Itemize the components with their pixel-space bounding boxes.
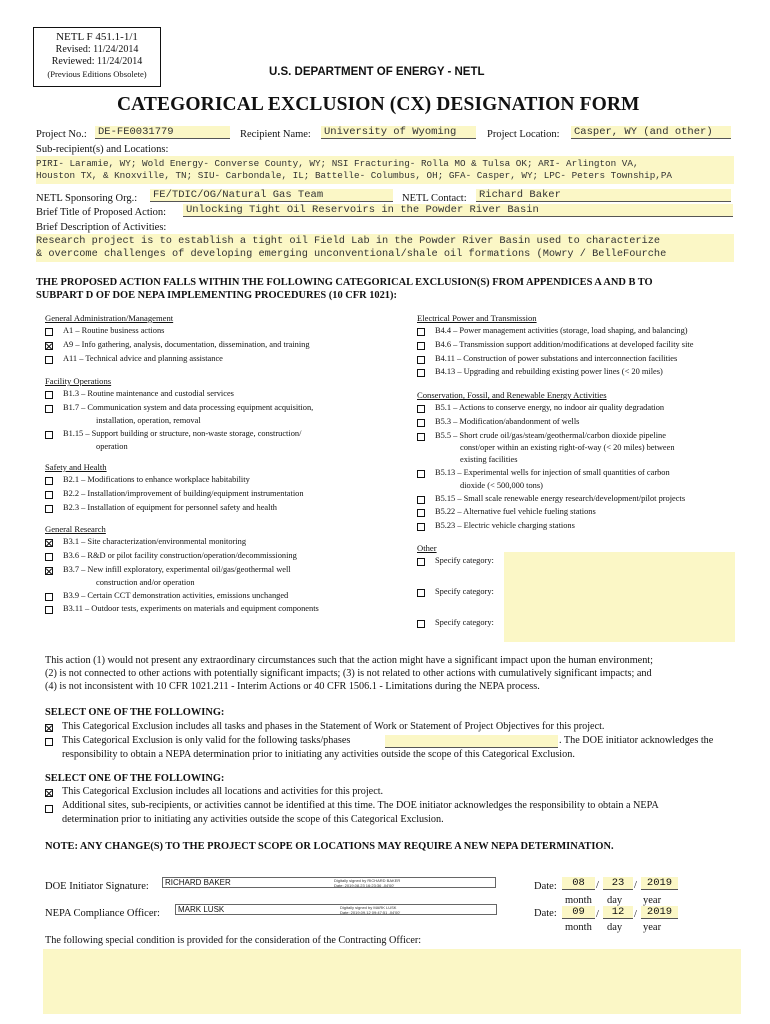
date1-month-caption: month [565,895,592,906]
project-no-field[interactable]: DE-FE0031779 [95,126,230,139]
option-b36: B3.6 – R&D or pilot facility construction/operation/decommissioning [63,551,297,560]
date1-year-caption: year [643,895,662,906]
form-id-box [33,27,161,87]
checkbox-b413[interactable] [417,369,425,377]
brief-desc-label: Brief Description of Activities: [36,222,167,233]
option-a9: A9 – Info gathering, analysis, documentation, dissemination, and training [63,340,310,349]
proposed-heading-2: SUBPART D OF DOE NEPA IMPLEMENTING PROCEDURES (10 CFR 1021): [36,290,397,301]
checkbox-select2-additional[interactable] [45,805,53,813]
specify-category-field[interactable] [504,552,735,642]
checkbox-b53[interactable] [417,419,425,427]
option-b17-cont: installation, operation, removal [96,416,201,425]
revised-date: Revised: 11/24/2014 [55,44,139,55]
tasks-phases-field[interactable] [385,735,558,748]
reviewed-date: Reviewed: 11/24/2014 [51,56,143,67]
date1-month-field[interactable]: 08 [562,877,595,890]
option-b311: B3.11 – Outdoor tests, experiments on materials and equipment components [63,604,319,613]
option-b37-cont: construction and/or operation [96,578,195,587]
nepa-officer-label: NEPA Compliance Officer: [45,908,160,919]
select2-option-2-cont: determination prior to initiating any activities outside the scope of this Categorical Exclusion. [62,814,444,825]
checkbox-a11[interactable] [45,356,53,364]
select2-option-1: This Categorical Exclusion includes all locations and activities for this project. [62,786,384,797]
subrecipients-line1: PIRI- Laramie, WY; Wold Energy- Converse County, WY; NSI Fracturing- Rolla MO & Tulsa OK; ARI- Arlington VA, [36,158,639,169]
checkbox-b36[interactable] [45,553,53,561]
option-b44: B4.4 – Power management activities (storage, load shaping, and balancing) [435,326,688,335]
option-a11: A11 – Technical advice and planning assistance [63,354,223,363]
select1-option-2: This Categorical Exclusion is only valid for the following tasks/phases [62,735,351,746]
date2-slash-1: / [596,909,599,920]
safety-section-title: Safety and Health [45,462,107,472]
option-b13: B1.3 – Routine maintenance and custodial services [63,389,234,398]
date-label-initiator: Date: [534,881,557,892]
initiator-signature-box[interactable] [162,877,496,888]
checkbox-b311[interactable] [45,606,53,614]
date2-year-field[interactable]: 2019 [641,906,678,919]
select1-option-2-cont: responsibility to obtain a NEPA determination prior to initiating any activities outside the scope of this Categorical Exclusion. [62,749,575,760]
specify-label-2: Specify category: [435,587,494,596]
checkbox-b46[interactable] [417,342,425,350]
checkbox-b21[interactable] [45,477,53,485]
option-b413: B4.13 – Upgrading and rebuilding existing power lines (< 20 miles) [435,367,663,376]
checkbox-b37[interactable] [45,567,53,575]
checkbox-b411[interactable] [417,356,425,364]
checkbox-b44[interactable] [417,328,425,336]
date2-slash-2: / [634,909,637,920]
date1-slash-1: / [596,880,599,891]
option-b51: B5.1 – Actions to conserve energy, no indoor air quality degradation [435,403,665,412]
nepa-digital-line-2: Date: 2019.09.12 09:47:51 -04'00' [340,910,401,915]
checkbox-a1[interactable] [45,328,53,336]
date2-month-caption: month [565,922,592,933]
option-b21: B2.1 – Modifications to enhance workplace habitability [63,475,250,484]
option-b115-cont: operation [96,442,128,451]
date2-day-field[interactable]: 12 [603,906,633,919]
checkbox-b13[interactable] [45,391,53,399]
brief-title-label: Brief Title of Proposed Action: [36,207,167,218]
date1-day-caption: day [607,895,623,906]
option-b513-cont: dioxide (< 500,000 tons) [460,481,543,490]
option-b55-cont1: const/oper within an existing right-of-way (< 20 miles) between [460,443,675,452]
option-b55: B5.5 – Short crude oil/gas/steam/geothermal/carbon dioxide pipeline [435,431,666,440]
initiator-digital-line-2: Date: 2019.08.23 16:23:36 -04'00' [334,883,395,888]
date-label-nepa: Date: [534,908,557,919]
date2-month-field[interactable]: 09 [562,906,595,919]
subrecipients-label: Sub-recipient(s) and Locations: [36,144,169,155]
option-b515: B5.15 – Small scale renewable energy research/development/pilot projects [435,494,686,503]
specify-label-3: Specify category: [435,618,494,627]
option-b115: B1.15 – Support building or structure, non-waste storage, construction/ [63,429,302,438]
select2-option-2: Additional sites, sub-recipients, or activities cannot be identified at this time. The DOE initiator acknowledges the responsibility to obtain a NEPA [62,800,659,811]
circumstances-line-2: (2) is not connected to other actions with potentially significant impacts; (3) is not related to other actions with cumulatively significant impacts; and [45,668,652,679]
nepa-signature-name: MARK LUSK [178,905,225,914]
other-section-title: Other [417,543,437,553]
brief-desc-line1: Research project is to establish a tight oil Field Lab in the Powder River Basin used to characterize [36,235,661,247]
location-field[interactable]: Casper, WY (and other) [571,126,731,139]
sponsoring-field[interactable]: FE/TDIC/OG/Natural Gas Team [150,189,393,202]
checkbox-b51[interactable] [417,405,425,413]
checkbox-other-3[interactable] [417,620,425,628]
nepa-signature-box[interactable] [175,904,497,915]
option-b522: B5.22 – Alternative fuel vehicle fueling stations [435,507,596,516]
conservation-section-title: Conservation, Fossil, and Renewable Energy Activities [417,390,607,400]
department-heading: U.S. DEPARTMENT OF ENERGY - NETL [269,66,485,78]
sponsoring-label: NETL Sponsoring Org.: [36,193,138,204]
checkbox-b39[interactable] [45,593,53,601]
electrical-section-title: Electrical Power and Transmission [417,313,537,323]
checkbox-select1-all-tasks[interactable] [45,724,53,732]
checkbox-b23[interactable] [45,505,53,513]
date1-day-field[interactable]: 23 [603,877,633,890]
checkbox-a9[interactable] [45,342,53,350]
select1-heading: SELECT ONE OF THE FOLLOWING: [45,707,225,718]
nepa-digital-line-1: Digitally signed by MARK LUSK [340,905,397,910]
scope-change-note: NOTE: ANY CHANGE(S) TO THE PROJECT SCOPE OR LOCATIONS MAY REQUIRE A NEW NEPA DETERMINATION. [45,841,614,852]
project-no-label: Project No.: [36,129,87,140]
form-number: NETL F 451.1-1/1 [56,31,138,43]
date1-year-field[interactable]: 2019 [641,877,678,890]
contact-field[interactable]: Richard Baker [476,189,731,202]
initiator-digital-line-1: Digitally signed by RICHARD BAKER [334,878,401,883]
brief-title-field[interactable]: Unlocking Tight Oil Reservoirs in the Powder River Basin [183,204,733,217]
obsolete-note: (Previous Editions Obsolete) [47,69,147,79]
option-b513: B5.13 – Experimental wells for injection of small quantities of carbon [435,468,670,477]
checkbox-b522[interactable] [417,509,425,517]
specify-label-1: Specify category: [435,556,494,565]
checkbox-b55[interactable] [417,433,425,441]
special-condition-label: The following special condition is provided for the consideration of the Contracting Officer: [45,935,422,946]
option-b523: B5.23 – Electric vehicle charging stations [435,521,575,530]
checkbox-b515[interactable] [417,496,425,504]
select1-option-2-tail: . The DOE initiator acknowledges the [559,735,714,746]
option-b22: B2.2 – Installation/improvement of building/equipment instrumentation [63,489,304,498]
admin-section-title: General Administration/Management [45,313,174,323]
checkbox-b22[interactable] [45,491,53,499]
subrecipients-line2: Houston TX, & Knoxville, TN; SIU- Carbondale, IL; Battelle- Columbus, OH; GFA- Casper, WY; LPC- Peters Township,PA [36,170,673,181]
checkbox-b17[interactable] [45,405,53,413]
special-condition-field[interactable] [43,949,741,1014]
facility-section-title: Facility Operations [45,376,112,386]
date2-year-caption: year [643,922,662,933]
option-a1: A1 – Routine business actions [63,326,165,335]
checkbox-b513[interactable] [417,470,425,478]
checkbox-select1-some-tasks[interactable] [45,738,53,746]
research-section-title: General Research [45,524,106,534]
option-b411: B4.11 – Construction of power substations and interconnection facilities [435,354,678,363]
option-b46: B4.6 – Transmission support addition/modifications at developed facility site [435,340,694,349]
proposed-heading-1: THE PROPOSED ACTION FALLS WITHIN THE FOLLOWING CATEGORICAL EXCLUSION(S) FROM APPENDICES A AND B TO [36,277,653,288]
circumstances-line-3: (4) is not inconsistent with 10 CFR 1021.211 - Interim Actions or 40 CFR 1506.1 - Limitations during the NEPA process. [45,681,540,692]
checkbox-other-2[interactable] [417,589,425,597]
recipient-field[interactable]: University of Wyoming [321,126,476,139]
date2-day-caption: day [607,922,623,933]
checkbox-b31[interactable] [45,539,53,547]
option-b17: B1.7 – Communication system and data processing equipment acquisition, [63,403,314,412]
brief-desc-field[interactable] [36,234,734,262]
page-title: CATEGORICAL EXCLUSION (CX) DESIGNATION FORM [117,94,640,115]
select2-heading: SELECT ONE OF THE FOLLOWING: [45,773,225,784]
checkbox-b523[interactable] [417,523,425,531]
option-b39: B3.9 – Certain CCT demonstration activities, emissions unchanged [63,591,289,600]
option-b37: B3.7 – New infill exploratory, experimental oil/gas/geothermal well [63,565,291,574]
option-b55-cont2: existing facilities [460,455,518,464]
initiator-signature-label: DOE Initiator Signature: [45,881,149,892]
option-b53: B5.3 – Modification/abandonment of wells [435,417,580,426]
brief-desc-line2: & overcome challenges of developing emerging unconventional/shale oil formations (Mowry / BelleFourche [36,248,667,260]
subrecipients-field[interactable] [36,156,734,184]
checkbox-b115[interactable] [45,431,53,439]
select1-option-1: This Categorical Exclusion includes all tasks and phases in the Statement of Work or Statement of Project Objectives for this project. [62,721,605,732]
checkbox-select2-all-locations[interactable] [45,789,53,797]
recipient-label: Recipient Name: [240,129,311,140]
option-b23: B2.3 – Installation of equipment for personnel safety and health [63,503,277,512]
date1-slash-2: / [634,880,637,891]
contact-label: NETL Contact: [402,193,467,204]
location-label: Project Location: [487,129,560,140]
option-b31: B3.1 – Site characterization/environmental monitoring [63,537,247,546]
initiator-signature-name: RICHARD BAKER [165,878,231,887]
checkbox-other-1[interactable] [417,558,425,566]
circumstances-line-1: This action (1) would not present any extraordinary circumstances such that the action might have a significant impact upon the human environment; [45,655,653,666]
